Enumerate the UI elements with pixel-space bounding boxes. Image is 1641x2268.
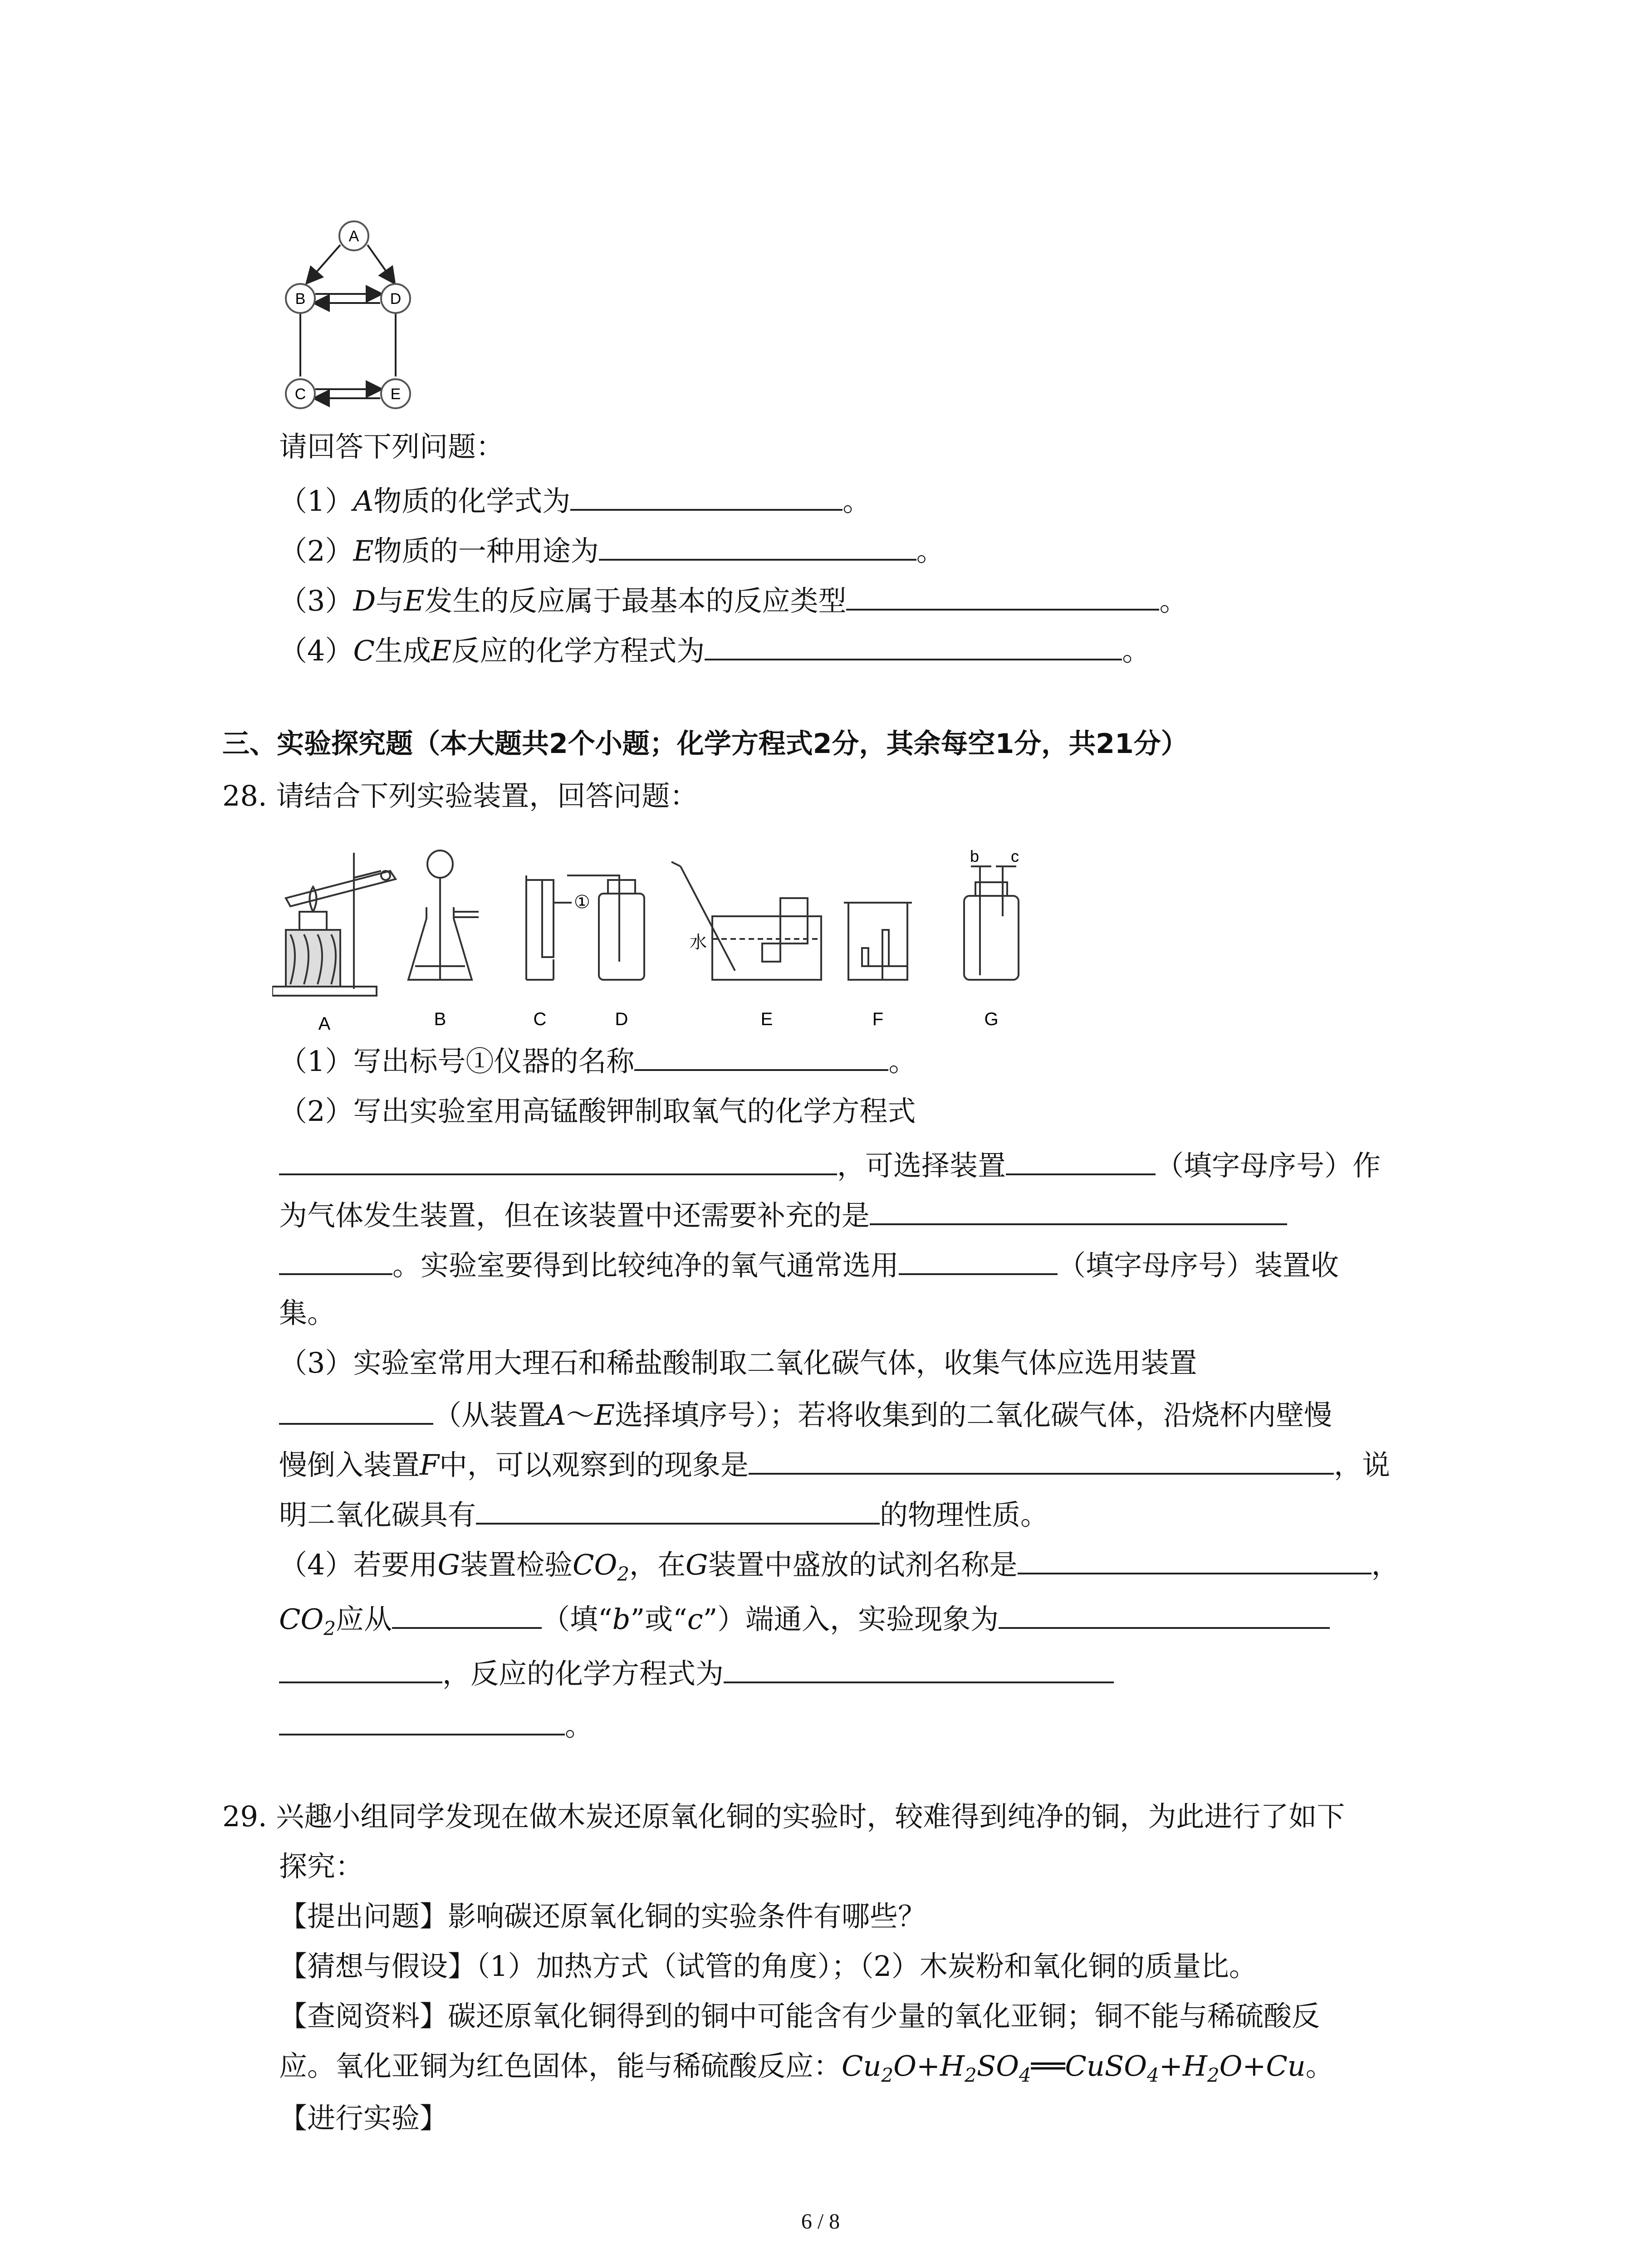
q28-4-text-a2: 装置检验 (460, 1548, 573, 1581)
q28-4-observe-blank[interactable] (999, 1599, 1330, 1629)
q29-line1-text: 兴趣小组同学发现在做木炭还原氧化铜的实验时，较难得到纯净的铜，为此进行了如下 (276, 1800, 1345, 1833)
q28-1-text: （1）写出标号①仪器的名称 (279, 1045, 635, 1078)
page-number: 6 / 8 (801, 2209, 840, 2234)
q27-1-end: 。 (843, 484, 871, 518)
q27-3-mid: 与 (376, 584, 404, 617)
eq-so: SO (976, 2049, 1019, 2082)
arrow-a-b (308, 245, 340, 282)
apparatus-figure (272, 844, 1043, 1039)
q28-part1 (279, 1041, 916, 1080)
q28-4-co2b-sub: 2 (323, 1617, 336, 1640)
q29-line2 (279, 1848, 363, 1885)
q29-line3 (279, 1898, 926, 1935)
port-c-label: c (1011, 847, 1019, 865)
q28-3-text-b2: ～ (566, 1398, 594, 1432)
q28-3-text-c3: ，说 (1334, 1448, 1391, 1481)
q28-1-end: 。 (888, 1045, 917, 1078)
q27-2-var: E (353, 534, 374, 567)
q27-4-blank[interactable] (705, 631, 1122, 660)
eq-cu: Cu (842, 2049, 882, 2082)
q28-4-var-g2: G (686, 1548, 708, 1581)
q28-part3-line2 (279, 1395, 1332, 1433)
q28-4-text-c1: ，反应的化学方程式为 (442, 1657, 724, 1690)
q27-2-blank[interactable] (599, 531, 916, 561)
q27-4-mid: 生成 (374, 634, 431, 667)
node-a-label: A (348, 228, 359, 245)
q28-3-text-c2: 中，可以观察到的现象是 (439, 1448, 749, 1481)
node-b-label: B (295, 290, 306, 308)
q28-3-text-c1: 慢倒入装置 (279, 1448, 420, 1481)
q27-2-end: 。 (916, 534, 945, 567)
q28-2-text-b: ，可选择装置 (837, 1149, 1006, 1182)
eq-sub-3: 4 (1019, 2064, 1031, 2087)
q28-3-var-e: E (594, 1398, 615, 1432)
q28-4-port-blank[interactable] (392, 1599, 542, 1629)
node-e-label: E (390, 386, 401, 403)
section3-title (222, 726, 1188, 762)
q27-4-var2: E (431, 634, 452, 667)
q28-part2-line4 (279, 1245, 1339, 1284)
q27-3-num: （3） (279, 584, 353, 617)
node-c-label: C (294, 386, 306, 403)
q27-1-var: A (353, 484, 374, 518)
q29-line6-text: 应。氧化亚铜为红色固体，能与稀硫酸反应： (279, 2049, 842, 2082)
eq-h: +H (1159, 2049, 1207, 2082)
q28-3-var-a: A (546, 1398, 566, 1432)
q28-part4-line3 (279, 1653, 1114, 1692)
q27-3-var2: E (404, 584, 425, 617)
section3-title-text: 三、实验探究题（本大题共2个小题；化学方程式2分，其余每空1分，共21分） (222, 728, 1188, 760)
q28-3-text-b1: （从装置 (433, 1398, 546, 1432)
q28-stem-text: 请结合下列实验装置，回答问题： (276, 779, 698, 812)
label-c: C (533, 1009, 547, 1029)
q28-2-supplement-blank-cont[interactable] (279, 1245, 392, 1275)
q28-number: 28. (222, 779, 267, 812)
eq-sub-1: 2 (881, 2064, 894, 2087)
eq-rest: O+Cu (1219, 2049, 1306, 2082)
q28-2-device-blank[interactable] (1006, 1145, 1156, 1175)
q28-3-text-a: （3）实验室常用大理石和稀盐酸制取二氧化碳气体，收集气体应选用装置 (279, 1346, 1197, 1379)
q29-reference: 【查阅资料】碳还原氧化铜得到的铜中可能含有少量的氧化亚铜；铜不能与稀硫酸反 (279, 1999, 1320, 2033)
q27-part2 (279, 531, 945, 569)
q28-3-text-d1: 明二氧化碳具有 (279, 1498, 476, 1531)
q29-line1 (222, 1799, 1345, 1835)
q28-4-equation-blank-cont[interactable] (279, 1706, 565, 1735)
label-f: F (872, 1009, 884, 1029)
q28-2-equation-blank[interactable] (279, 1145, 837, 1175)
q27-3-blank[interactable] (846, 581, 1159, 611)
reaction-cycle-diagram (272, 218, 436, 422)
q27-intro-text: 请回答下列问题： (279, 430, 505, 463)
eq-equals: ══ (1031, 2049, 1065, 2082)
apparatus-g (964, 866, 1019, 980)
q28-4-text-b4: ”）端通入，实验现象为 (703, 1603, 999, 1636)
q28-2-text: （2）写出实验室用高锰酸钾制取氧气的化学方程式 (279, 1095, 916, 1128)
label-d: D (615, 1009, 628, 1029)
q29-line6 (279, 2048, 1334, 2093)
q28-2-text-e: 。实验室要得到比较纯净的氧气通常选用 (392, 1249, 899, 1282)
q29-line2-text: 探究： (279, 1850, 364, 1883)
q28-4-text-b1: 应从 (336, 1603, 392, 1636)
q28-4-text-a5: ， (1371, 1548, 1400, 1581)
q28-part4-line4 (279, 1706, 593, 1744)
q28-3-device-blank[interactable] (279, 1395, 433, 1425)
q28-2-supplement-blank[interactable] (870, 1195, 1287, 1225)
label-e: E (760, 1009, 773, 1029)
water-label: 水 (690, 933, 707, 952)
q28-4-equation-blank[interactable] (724, 1653, 1114, 1683)
label-b: B (434, 1009, 446, 1029)
q28-4-co2-sub: 2 (617, 1563, 630, 1585)
q27-2-num: （2） (279, 534, 353, 567)
circle-one-label: ① (574, 892, 590, 912)
q27-4-text: 反应的化学方程式为 (451, 634, 705, 667)
q28-3-property-blank[interactable] (476, 1495, 880, 1525)
apparatus-d (567, 875, 644, 980)
q28-4-co2: CO (573, 1548, 617, 1581)
eq-oh: O+H (893, 2049, 965, 2082)
q27-intro (279, 429, 504, 465)
q27-3-var1: D (353, 584, 376, 617)
node-d-label: D (390, 290, 402, 308)
q28-part3-line4 (279, 1495, 1048, 1533)
q27-1-blank[interactable] (570, 481, 843, 511)
q27-4-num: （4） (279, 634, 353, 667)
q28-2-text-g: 集。 (279, 1296, 336, 1330)
q29-line7 (279, 2100, 448, 2136)
eq-sub-4: 4 (1147, 2064, 1159, 2087)
q28-4-text-a4: 装置中盛放的试剂名称是 (708, 1548, 1018, 1581)
q28-4-text-a3: ，在 (629, 1548, 686, 1581)
q28-4-text-b3: ”或“ (630, 1603, 687, 1636)
q28-3-var-f: F (420, 1448, 440, 1481)
q29-hypothesis: 【猜想与假设】（1）加热方式（试管的角度）；（2）木炭粉和氧化铜的质量比。 (279, 1950, 1257, 1983)
q28-part2-line1 (279, 1093, 916, 1129)
q28-2-text-d: 为气体发生装置，但在该装置中还需要补充的是 (279, 1199, 870, 1232)
q27-part4 (279, 631, 1150, 669)
q28-stem (222, 778, 698, 814)
q28-part2-line5 (279, 1295, 335, 1331)
q28-4-reagent-blank[interactable] (1018, 1545, 1372, 1574)
q28-part2-line3 (279, 1195, 1287, 1234)
q28-part3-line1 (279, 1345, 1197, 1381)
label-g: G (984, 1009, 999, 1029)
q29-line6-end: 。 (1305, 2049, 1334, 2082)
q29-line4 (279, 1948, 1257, 1984)
q29-number: 29. (222, 1800, 267, 1833)
q29-line5 (279, 1998, 1320, 2034)
q27-3-end: 。 (1159, 584, 1188, 617)
q28-4-text-d1: 。 (565, 1709, 593, 1742)
q28-3-phenomenon-blank[interactable] (749, 1445, 1334, 1475)
q28-part2-line2 (279, 1145, 1381, 1184)
q27-part1 (279, 481, 871, 519)
q27-3-text: 发生的反应属于最基本的反应类型 (424, 584, 847, 617)
q28-4-co2b: CO (279, 1603, 324, 1636)
q28-2-text-c: （填字母序号）作 (1156, 1149, 1381, 1182)
port-b-label: b (970, 847, 980, 865)
q27-part3 (279, 581, 1187, 619)
q28-2-collect-blank[interactable] (899, 1245, 1058, 1275)
arrow-a-d (367, 245, 394, 282)
q27-2-text: 物质的一种用途为 (373, 534, 599, 567)
q28-4-text-b2: （填“ (542, 1603, 612, 1636)
q28-part4-line1 (279, 1545, 1400, 1592)
apparatus-f (844, 903, 912, 980)
q28-2-text-f: （填字母序号）装置收 (1058, 1249, 1339, 1282)
q27-4-end: 。 (1122, 634, 1151, 667)
q27-4-var1: C (353, 634, 375, 667)
label-a: A (318, 1014, 331, 1034)
q28-4-c: c (687, 1603, 703, 1636)
apparatus-c (526, 875, 572, 980)
eq-sub-2: 2 (964, 2064, 977, 2087)
q27-1-num: （1） (279, 484, 353, 518)
q29-question: 【提出问题】影响碳还原氧化铜的实验条件有哪些？ (279, 1900, 926, 1933)
q28-3-text-d2: 的物理性质。 (880, 1498, 1049, 1531)
apparatus-a (272, 853, 396, 996)
q28-3-text-b3: 选择填序号）；若将收集到的二氧化碳气体，沿烧杯内壁慢 (615, 1398, 1332, 1432)
eq-sub-5: 2 (1207, 2064, 1220, 2087)
q28-part3-line3 (279, 1445, 1390, 1483)
q28-4-var-g1: G (437, 1548, 460, 1581)
q28-1-blank[interactable] (634, 1041, 888, 1071)
apparatus-b (408, 850, 479, 980)
q27-1-text: 物质的化学式为 (373, 484, 571, 518)
q29-experiment: 【进行实验】 (279, 2102, 448, 2135)
eq-cuso: CuSO (1065, 2049, 1147, 2082)
q28-4-b: b (612, 1603, 631, 1636)
q28-4-observe-blank-cont[interactable] (279, 1653, 442, 1683)
apparatus-e (671, 862, 821, 980)
q28-4-text-a1: （4）若要用 (279, 1548, 438, 1581)
q28-part4-line2 (279, 1599, 1330, 1647)
